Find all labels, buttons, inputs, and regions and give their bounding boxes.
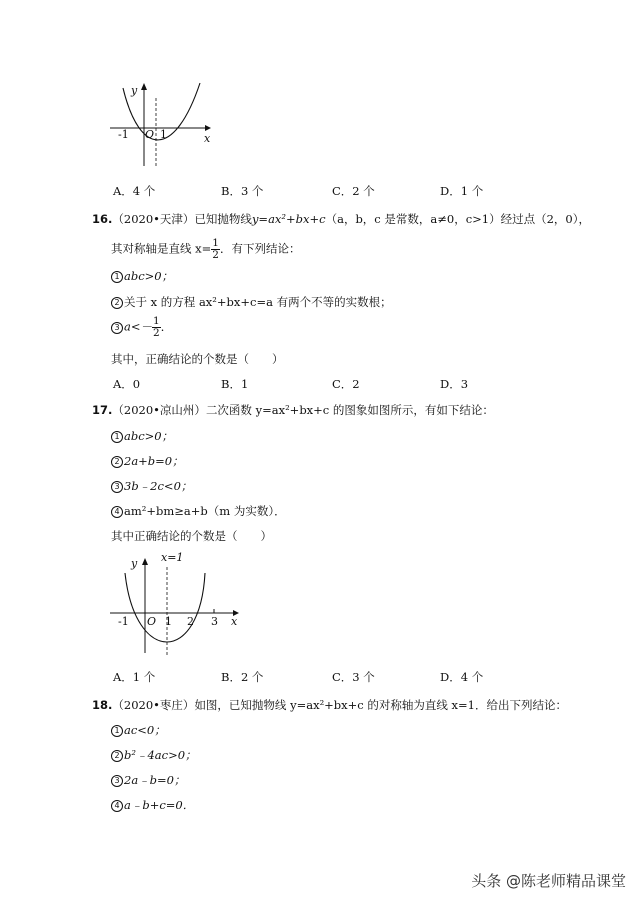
circled-number: 3 xyxy=(111,322,123,334)
option-b: B．1 xyxy=(221,377,249,391)
q16-conclusion-2: 2 关于 x 的方程 ax²+bx+c=a 有两个不等的实数根； xyxy=(111,294,392,310)
q18-conclusion-2: 2 b²﹣4ac>0； xyxy=(111,747,197,763)
origin-label: O xyxy=(147,615,157,628)
q17-graph xyxy=(105,545,250,660)
option-a: A．0 xyxy=(113,377,141,391)
q18-number: 18. xyxy=(92,698,113,712)
q17-conclusion-4: 4 am²+bm≥a+b（m 为实数）． xyxy=(111,503,286,519)
q16-conclusion-3: 3 a<－ $\frac{1}{2}$ ． xyxy=(111,316,172,339)
q16-source: （2020•天津） xyxy=(112,212,195,226)
option-d: D．4 个 xyxy=(440,670,484,684)
circled-number: 2 xyxy=(111,750,123,762)
q16-stem: 16.（2020•天津）已知抛物线y=ax²+bx+c（a，b，c 是常数，a≠0，c>1）经过点（2，0）， xyxy=(92,212,590,226)
option-c: C．3 个 xyxy=(332,670,375,684)
option-d: D．3 xyxy=(440,377,469,391)
circled-number: 3 xyxy=(111,481,123,493)
y-label: y xyxy=(131,84,138,97)
option-b: B．3 个 xyxy=(221,184,264,198)
q16-axis-line: 其对称轴是直线 x= $\frac{1}{2}$ ．有下列结论： xyxy=(111,237,301,261)
tick-neg1: -1 xyxy=(118,615,129,628)
circled-number: 2 xyxy=(111,297,123,309)
q18-conclusion-1: 1 ac<0； xyxy=(111,722,166,738)
q16-number: 16. xyxy=(92,212,113,226)
tick-3: 3 xyxy=(211,615,218,628)
x-axis-arrow xyxy=(205,125,211,131)
option-c: C．2 个 xyxy=(332,184,375,198)
circled-number: 1 xyxy=(111,431,123,443)
y-axis-arrow xyxy=(142,558,148,565)
x-label: x xyxy=(231,615,238,628)
circled-number: 1 xyxy=(111,271,123,283)
tick-1: 1 xyxy=(165,615,172,628)
q17-conclusion-3: 3 3b﹣2c<0； xyxy=(111,478,192,494)
q18-stem: 18.（2020•枣庄）如图，已知抛物线 y=ax²+bx+c 的对称轴为直线 x=1．给出下列结论： xyxy=(92,698,567,712)
watermark: 头条 @陈老师精品课堂 xyxy=(471,872,626,890)
parabola xyxy=(125,573,205,642)
option-b: B．2 个 xyxy=(221,670,264,684)
q17-source: （2020•凉山州） xyxy=(112,403,206,417)
tick-neg1: -1 xyxy=(118,128,129,141)
circled-number: 3 xyxy=(111,775,123,787)
q18-conclusion-3: 3 2a﹣b=0； xyxy=(111,772,186,788)
q18-conclusion-4: 4 a﹣b+c=0． xyxy=(111,797,194,813)
y-axis-arrow xyxy=(141,83,147,90)
q17-conclusion-2: 2 2a+b=0； xyxy=(111,453,184,469)
circled-number: 2 xyxy=(111,456,123,468)
option-a: A．4 个 xyxy=(113,184,156,198)
fraction-half: $\frac{1}{2}$ xyxy=(212,237,219,261)
option-a: A．1 个 xyxy=(113,670,156,684)
q16-prompt: 其中，正确结论的个数是（ ） xyxy=(111,352,284,366)
y-label: y xyxy=(131,557,138,570)
q17-prompt: 其中正确结论的个数是（ ） xyxy=(111,529,272,543)
circled-number: 1 xyxy=(111,725,123,737)
q18-source: （2020•枣庄） xyxy=(112,698,195,712)
q15-graph xyxy=(105,78,220,173)
tick-1: 1 xyxy=(160,128,167,141)
circled-number: 4 xyxy=(111,506,123,518)
axis-label: x=1 xyxy=(161,551,184,564)
tick-2: 2 xyxy=(187,615,194,628)
circled-number: 4 xyxy=(111,800,123,812)
fraction-half: $\frac{1}{2}$ xyxy=(153,315,160,339)
q17-number: 17. xyxy=(92,403,113,417)
option-d: D．1 个 xyxy=(440,184,484,198)
q17-stem: 17.（2020•凉山州）二次函数 y=ax²+bx+c 的图象如图所示，有如下结论： xyxy=(92,403,494,417)
option-c: C．2 xyxy=(332,377,360,391)
q16-conclusion-1: 1 abc>0； xyxy=(111,268,173,284)
origin-label: O xyxy=(145,128,155,141)
q17-conclusion-1: 1 abc>0； xyxy=(111,428,173,444)
x-label: x xyxy=(204,132,211,145)
